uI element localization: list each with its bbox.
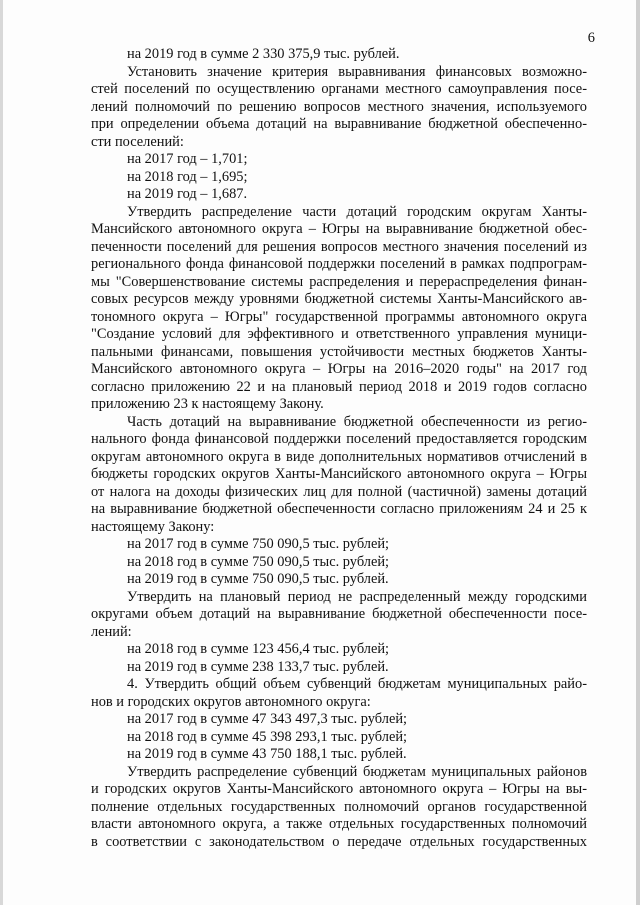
- text-line: Утвердить распределение части дотаций городским округам Ханты-: [127, 203, 587, 220]
- text-line: на 2017 год – 1,701;: [127, 151, 248, 167]
- text-line: стей поселений по осуществлению органами местного самоуправления посе-: [91, 81, 587, 97]
- text-line: на 2017 год в сумме 750 090,5 тыс. рублей;: [127, 536, 390, 552]
- text-line: в соответствии с законодательством о передаче отдельных государственных: [91, 833, 587, 850]
- text-line: округам автономного округа в виде дополнительных нормативов отчислений в: [91, 448, 587, 465]
- document-body: [91, 46, 587, 851]
- page-left-edge: [0, 0, 3, 905]
- text-line: Установить значение критерия выравнивания финансовых возможно-: [127, 63, 587, 80]
- text-line: от налога на доходы физических лиц для полной (частичной) замены дотаций: [91, 483, 587, 500]
- text-line: полнение отдельных государственных полномочий органов государственной: [91, 798, 587, 815]
- page-number: 6: [587, 30, 595, 46]
- text-line: тономного округа – Югры" государственной программы автономного округа: [91, 308, 587, 325]
- text-line: 4. Утвердить общий объем субвенций бюджетам муниципальных райо-: [127, 676, 587, 692]
- text-line: на выравнивание бюджетной обеспеченности согласно приложениям 24 и 25 к: [91, 501, 587, 517]
- text-line: "Создание условий для эффективного и ответственного управления муници-: [91, 326, 587, 342]
- text-line: на 2018 год в сумме 750 090,5 тыс. рублей;: [127, 553, 390, 570]
- text-line: совых ресурсов между уровнями бюджетной системы Ханты-Мансийского ав-: [91, 291, 587, 307]
- text-line: Утвердить на плановый период не распределенный между городскими: [127, 588, 587, 605]
- text-line: на 2018 год в сумме 123 456,4 тыс. рублей;: [127, 641, 390, 657]
- text-line: нов и городских округов автономного округа:: [91, 693, 371, 710]
- text-line: на 2019 год – 1,687.: [127, 186, 248, 202]
- text-line: Мансийского автономного округа – Югры на выравнивание бюджетной обес-: [91, 221, 587, 237]
- text-line: Мансийского автономного округа – Югры на 2016–2020 годы" на 2017 год: [91, 361, 587, 377]
- text-line: на 2018 год в сумме 45 398 293,1 тыс. рублей;: [127, 728, 408, 745]
- text-line: на 2018 год – 1,695;: [127, 168, 248, 185]
- text-line: на 2019 год в сумме 238 133,7 тыс. рублей.: [127, 658, 389, 675]
- text-line: Утвердить распределение субвенций бюджетам муниципальных районов: [127, 763, 587, 780]
- text-line: пальными финансами, повышения устойчивости местных бюджетов Ханты-: [91, 343, 587, 360]
- text-line: и городских округов Ханты-Мансийского автономного округа – Югры на вы-: [91, 781, 587, 797]
- text-line: на 2019 год в сумме 2 330 375,9 тыс. рублей.: [127, 46, 400, 62]
- text-line: согласно приложению 22 и на плановый период 2018 и 2019 годов согласно: [91, 378, 587, 395]
- text-line: лений:: [91, 623, 132, 640]
- text-line: бюджеты городских округов Ханты-Мансийского автономного округа – Югры: [91, 466, 587, 482]
- text-line: сти поселений:: [91, 133, 184, 150]
- text-line: мы "Совершенствование системы распределения и перераспределения финан-: [91, 273, 587, 290]
- text-line: настоящему Закону:: [91, 518, 215, 535]
- text-line: печенности поселений для решения вопросов местного значения поселений из: [91, 238, 587, 255]
- text-line: регионального фонда финансовой поддержки поселений в рамках подпрограм-: [91, 256, 587, 272]
- page-right-edge: [636, 0, 640, 905]
- text-line: на 2017 год в сумме 47 343 497,3 тыс. рублей;: [127, 711, 408, 727]
- text-line: при определении объема дотаций на выравнивание бюджетной обеспеченно-: [91, 116, 587, 132]
- text-line: нального фонда финансовой поддержки поселений предоставляется городским: [91, 431, 587, 447]
- text-line: приложению 23 к настоящему Закону.: [91, 396, 324, 412]
- text-line: власти автономного округа, а также отдельных государственных полномочий: [91, 816, 587, 832]
- text-line: на 2019 год в сумме 43 750 188,1 тыс. рублей.: [127, 746, 407, 762]
- text-line: на 2019 год в сумме 750 090,5 тыс. рублей.: [127, 571, 389, 587]
- text-line: округами объем дотаций на выравнивание бюджетной обеспеченности посе-: [91, 606, 587, 622]
- text-line: Часть дотаций на выравнивание бюджетной обеспеченности из регио-: [127, 413, 587, 430]
- text-line: лений полномочий по решению вопросов местного значения, используемого: [91, 98, 587, 115]
